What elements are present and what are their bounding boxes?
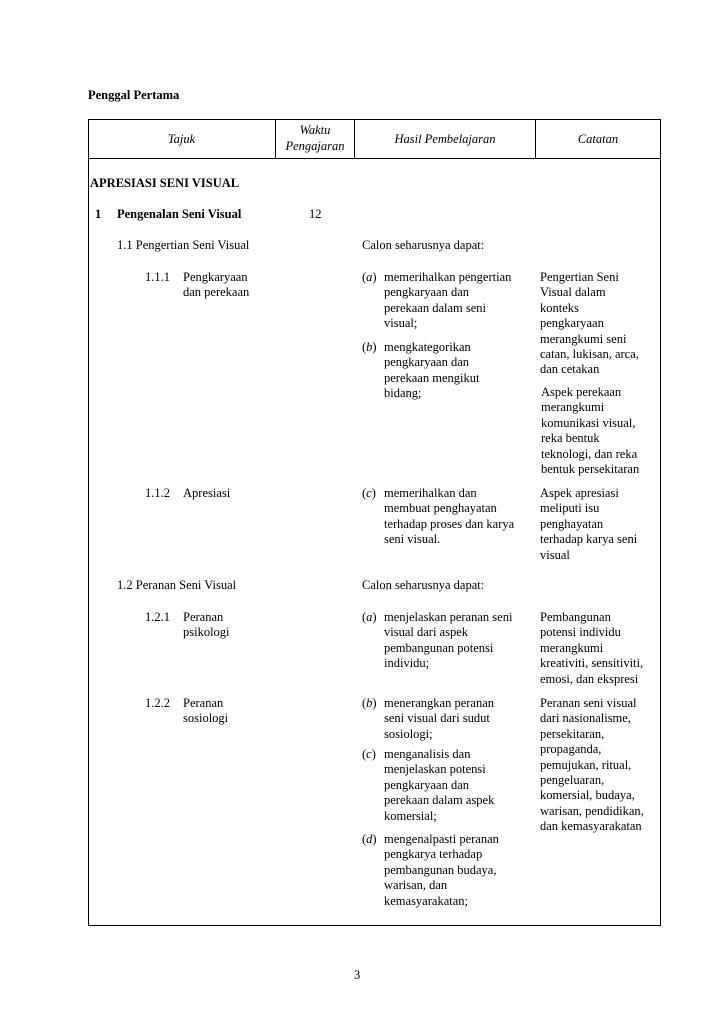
item-title: Pengkaryaan dan perekaan: [183, 270, 250, 300]
header-catatan: Catatan: [577, 132, 619, 146]
topic-number: 1: [95, 207, 102, 221]
header-waktu: Waktu: [299, 123, 331, 137]
item-number: 1.1.2: [145, 486, 170, 500]
subtopic-title: 1.1 Pengertian Seni Visual: [117, 238, 250, 252]
table-bottom-border: [88, 925, 661, 926]
note-text: Aspek perekaan merangkumi komunikasi visual, reka bentuk teknologi, dan reka bentuk persekitaran: [541, 385, 640, 477]
topic-title: Pengenalan Seni Visual: [117, 207, 242, 221]
header-hasil-pembelajaran: Hasil Pembelajaran: [394, 132, 496, 146]
item-title: Apresiasi: [183, 486, 231, 500]
header-pengajaran: Pengajaran: [285, 139, 345, 153]
subtopic-title: 1.2 Peranan Seni Visual: [117, 578, 237, 592]
item-number: 1.2.1: [145, 610, 170, 624]
note-text: Pengertian Seni Visual dalam konteks pengkaryaan merangkumi seni catan, lukisan, arca, dan cetakan: [540, 270, 639, 377]
item-title: Peranan sosiologi: [183, 696, 229, 726]
item-number: 1.1.1: [145, 270, 170, 284]
note-text: Peranan seni visual dari nasionalisme, persekitaran, propaganda, pemujukan, ritual, pengeluaran, komersial, budaya, warisan, pendidikan, dan kemasyarakatan: [540, 696, 644, 834]
calon-text: Calon seharusnya dapat:: [362, 238, 485, 252]
topic-hours: 12: [309, 207, 322, 221]
note-text: Pembangunan potensi individu merangkumi kreativiti, sensitiviti, emosi, dan ekspresi: [540, 610, 644, 686]
table-left-border: [88, 119, 89, 926]
table-top-border: [88, 119, 661, 120]
item-title: Peranan psikologi: [183, 610, 230, 640]
note-text: Aspek apresiasi meliputi isu penghayatan terhadap karya seni visual: [540, 486, 638, 562]
calon-text: Calon seharusnya dapat:: [362, 578, 485, 592]
header-bottom-border: [88, 158, 661, 159]
main-heading: APRESIASI SENI VISUAL: [90, 176, 240, 190]
page-number: 3: [354, 968, 361, 982]
item-number: 1.2.2: [145, 696, 170, 710]
header-tajuk: Tajuk: [167, 132, 196, 146]
table-right-border: [660, 119, 661, 926]
section-title: Penggal Pertama: [88, 88, 180, 102]
